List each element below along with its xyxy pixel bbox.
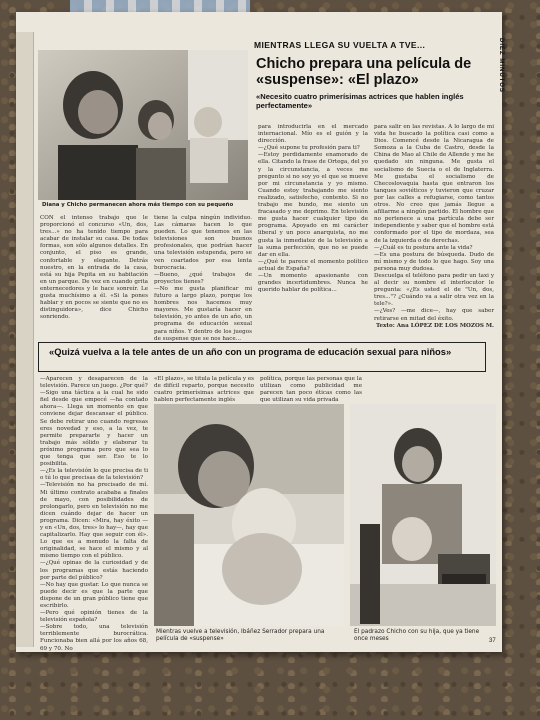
- column-b-top: [154, 215, 252, 342]
- col-d-question-2: —¿Ves? —me dice—, hay que saber retirarse en mitad del éxito.: [374, 308, 494, 322]
- col-c-paragraph: para introducirla en el mercado internacional. Mío es el guión y la dirección.: [258, 124, 368, 145]
- column-a-bottom: —Aparecen y desaparecen de la televisión. Parece un juego. ¿Por qué? —Sigo una táctica a la cual he sido fiel desde que empecé —ha contado ahora—. Llega un momento en que conviene dejar descansar el público. Se debe retirar uno cuando regresas eres novedad y eso, a la vez, te permite prepararte y hacer un trabajo más sólido y elaborar tu próximo programa pero que sea lo que tenga que ser. Eso te lo posibilita. —¿Es la televisión lo que precisa de ti o tú lo que precisas de la televisión? —Televisión no ha precisado de mí. Mi último contrato acababa a finales de mayo, con posibilidades de prolongarlo, pero en televisión no me dicen cuándo dejar de hacer un programa. Dicen: «Mira, hay éxito —y en «Un, dos, tres» lo hay—, hay que capitalizarlo. Hay que seguir con él». Lo que es a menudo la falta de originalidad, se hace el mismo y al mismo tiempo con el público. —¿Qué opinas de la curiosidad y de los programas que estás haciendo por parte del público? —No hay que gustar. Lo que nunca se puede decir es que la parte que dispone de un gran público tiene que escribirlo. —Pero qué opinión tienes de la televisión española? —Sobre todo, una televisión terriblemente burocrática. Funcionaba bien allá por los años 68, 69 y 70. No: [40, 376, 148, 652]
- column-c-bottom: política, porque las personas que la utilizan como publicidad me parecen tan poco éticas como las que utilizan su vida privada: [260, 376, 362, 404]
- col-b-question: —Bueno, ¿qué trabajos de proyectos tienes?: [154, 271, 252, 285]
- col-d-closing: Descuelga el teléfono para pedir un taxi y al decir su nombre el interlocutor le pregunta: «¿Es usted el de "Un, dos, tres..."? ¿Cuándo va a salir otra vez en la tele?».: [374, 272, 494, 308]
- kicker-text: MIENTRAS LLEGA SU VUELTA A TVE...: [254, 40, 426, 50]
- column-b-bottom: «El plazo», se titula la película y es de difícil reparto, porque necesito cuatro primerísimas actrices que hablen perfectamente inglés: [154, 376, 254, 404]
- page-number: 37: [489, 638, 496, 644]
- caption-bottom-right: El padrazo Chicho con su hija, que ya tiene once meses: [354, 629, 480, 642]
- col-c-question-1: —¿Qué supone tu profesión para ti?: [258, 145, 360, 152]
- col-c-answer-2: —Un momento apasionante con grandes incertidumbres. Nunca he querido hablar de política...: [258, 272, 368, 294]
- caption-bottom-left: Mientras vuelve a televisión, Ibáñez Serrador prepara una película de «suspense»: [156, 629, 325, 642]
- section-label-vertical: DIEZ MINUTOS: [498, 38, 504, 93]
- photo-chicho-baby: [154, 404, 344, 626]
- col-d-answer-1: —Es una postura de búsqueda. Dudo de mí mismo y de todo lo que hago. Soy una persona muy dudosa.: [374, 251, 494, 272]
- col-d-question-1: —¿Cuál es tu postura ante la vida?: [374, 244, 473, 251]
- magazine-page: [16, 12, 502, 652]
- col-b-answer: —No me gusta planificar mi futuro a largo plazo, porque los hombres nos hacemos muy mayores. Me gustaría hacer en televisión, yo antes de un año, un programa de educación sexual para niños. Y dentro de los juegos de suspense que se nos hace...: [154, 285, 252, 342]
- deck-quote: «Necesito cuatro primerísimas actrices que hablen inglés perfectamente»: [256, 92, 464, 110]
- col-b-paragraph: tiene la culpa ningún individuo. Las cámaras hacen lo que pueden. Lo que tenemos en las televisiones son buenos profesionales, que podrían hacer una televisión estupenda, pero se ven coartados por esa lenta burocracia.: [154, 215, 252, 271]
- byline: Texto: Ana LÓPEZ DE LOS MOZOS M.: [375, 322, 494, 329]
- column-d-top: [374, 124, 494, 337]
- chicho-baby-photo-image: [154, 404, 344, 626]
- col-d-paragraph: para salir en las revistas. A lo largo de mi vida he buscado la política casi como a Dios. Comencé desde la Nicaragua de Somoza a la Cuba de Castro, desde la China de Mao al Chile de Allende y me he quedado sin ninguna. Me gusta el socialismo de Suecia o el de Inglaterra. Me gustaba el socialismo de Checoslovaquia hasta que entraron los tanques soviéticos y tuvieron que cruzar por las calles a refugiarse, como tantos otros. No creo que jamás llegue a afiliarme a ningún partido. El hombre que no pertenece a una partícula debe ser independiente y saber que el hombre está conformado por el tipo de mordaza, sea de la izquierda o de derechas.: [374, 124, 494, 244]
- typewriter-photo-image: [350, 404, 496, 626]
- photo-chicho-typewriter: [350, 404, 496, 626]
- col-c-answer-1: —Estoy perdidamente enamorado de ella. Citando la frase de Ortega, del yo y la circunstancia, a veces me pregunto si no soy yo el que se mueve por mi circunstancia y yo mismo. Cuando estoy trabajando me siento realizado, satisfecho, contento. Si no trabajo me hundo, me siento un fracasado y me deprimo. En televisión me gusta hacer cualquier tipo de programa. Apoyado en mi carácter liberal y un poco anarquista, no me gusta la inmediatez de la televisión a la suma perfección, que no se puede dar en ella.: [258, 152, 368, 258]
- column-a-top: CON el intenso trabajo que le proporcionó el concurso «Un, dos, tres...» no ha tenido tiempo para acabar de instalar su casa. De todas formas, son sólo algunos detalles. En conjunto, el piso es grande, confortable y elegante. Detrás nuestro, en la entrada de la casa, está su hija Pepita en su habitación en un parque. De vez en cuando grita enternecedores y le hace sonreír. Le gusta muchísimo a él. «Si la pones hablar y en pocos se siente que no es distinguidora», dice Chicho sonriendo.: [40, 215, 148, 321]
- headline: Chicho prepara una película de «suspense»: «El plazo»: [256, 56, 472, 88]
- caption-top-photo: Diana y Chicho permanecen ahora más tiempo con su pequeño: [42, 202, 234, 208]
- photo-family-top: [38, 50, 248, 200]
- previous-page-edge: [16, 32, 34, 647]
- pull-quote-box: «Quizá vuelva a la tele antes de un año con un programa de educación sexual para niños»: [38, 342, 486, 372]
- family-photo-image: [38, 50, 248, 200]
- col-c-question-2: —¿Qué te parece el momento político actual de España?: [258, 258, 368, 272]
- column-c-top: [258, 124, 368, 337]
